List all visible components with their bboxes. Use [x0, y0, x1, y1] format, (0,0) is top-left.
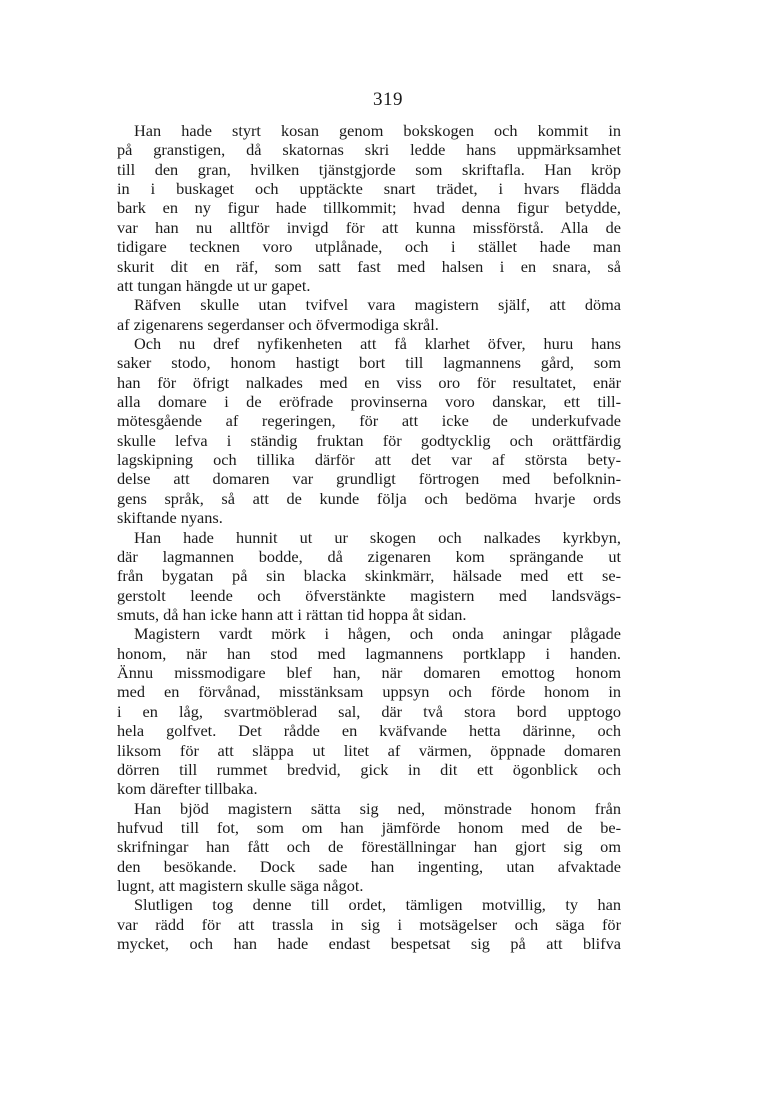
text-line: Räfven skulle utan tvifvel vara magistern själf, att döma — [134, 295, 621, 315]
text-line: bark en ny figur hade tillkommit; hvad denna figur betydde, — [117, 198, 621, 218]
text-line: saker stodo, honom hastigt bort till lagmannens gård, som — [117, 353, 621, 373]
text-line: dörren till rummet bredvid, gick in dit ett ögonblick och — [117, 759, 621, 779]
text-line: alla domare i de eröfrade provinserna voro danskar, ett till- — [117, 392, 621, 412]
text-line: från bygatan på sin blacka skinkmärr, hälsade med ett se- — [117, 566, 621, 586]
text-line: Och nu dref nyfikenheten att få klarhet öfver, huru hans — [134, 333, 621, 353]
text-line: hufvud till fot, som om han jämförde honom med de be- — [117, 817, 621, 837]
text-line: smuts, då han icke hann att i rättan tid hoppa åt sidan. — [117, 604, 467, 624]
text-line: till den gran, hvilken tjänstgjorde som skriftafla. Han kröp — [117, 159, 621, 179]
text-line: skurit dit en räf, som satt fast med halsen i en snara, så — [117, 256, 621, 276]
text-line: gens språk, så att de kunde följa och bedöma hvarje ords — [117, 488, 621, 508]
text-line: liksom för att släppa ut litet af värmen, öppnade domaren — [117, 740, 621, 760]
text-line: in i buskaget och upptäckte snart trädet, i hvars flädda — [117, 179, 621, 199]
text-line: skrifningar han fått och de föreställningar han gjort sig om — [117, 837, 621, 857]
text-line: honom, när han stod med lagmannens portklapp i handen. — [117, 643, 621, 663]
text-line: Han bjöd magistern sätta sig ned, mönstrade honom från — [134, 798, 621, 818]
text-line: lugnt, att magistern skulle säga något. — [117, 876, 364, 896]
text-line: i en låg, svartmöblerad sal, där två stora bord upptogo — [117, 701, 621, 721]
text-line: Slutligen tog denne till ordet, tämligen motvillig, ty han — [134, 895, 621, 915]
text-line: lagskipning och tillika därför att det var af största bety- — [117, 450, 621, 470]
body-text — [117, 121, 621, 953]
text-line: Han hade styrt kosan genom bokskogen och kommit in — [134, 121, 621, 140]
text-line: var han nu alltför invigd för att kunna missförstå. Alla de — [117, 217, 621, 237]
text-line: skiftande nyans. — [117, 508, 223, 528]
text-line: Han hade hunnit ut ur skogen och nalkades kyrkbyn, — [134, 527, 621, 547]
text-line: skulle lefva i ständig fruktan för godtycklig och orättfärdig — [117, 430, 621, 450]
text-line: Ännu missmodigare blef han, när domaren emottog honom — [117, 663, 621, 683]
page-number: 319 — [373, 89, 403, 110]
text-line: mötesgående af regeringen, för att icke de underkufvade — [117, 411, 621, 431]
text-line: delse att domaren var grundligt förtrogen med befolknin- — [117, 469, 621, 489]
text-line: var rädd för att trassla in sig i motsägelser och säga för — [117, 914, 621, 934]
text-line: gerstolt leende och öfverstänkte magistern med landsvägs- — [117, 585, 621, 605]
text-line: af zigenarens segerdanser och öfvermodiga skrål. — [117, 314, 439, 334]
text-line: Magistern vardt mörk i hågen, och onda aningar plågade — [134, 624, 621, 644]
text-line: att tungan hängde ut ur gapet. — [117, 275, 311, 295]
text-line: på granstigen, då skatornas skri ledde hans uppmärksamhet — [117, 140, 621, 160]
text-line: han för öfrigt nalkades med en viss oro för resultatet, enär — [117, 372, 621, 392]
text-line: med en förvånad, misstänksam uppsyn och förde honom in — [117, 682, 621, 702]
text-line: mycket, och han hade endast bespetsat sig på att blifva — [117, 934, 621, 954]
text-line: kom därefter tillbaka. — [117, 779, 258, 799]
text-line: den besökande. Dock sade han ingenting, utan afvaktade — [117, 856, 621, 876]
text-line: tidigare tecknen voro utplånade, och i stället hade man — [117, 237, 621, 257]
text-line: där lagmannen bodde, då zigenaren kom sprängande ut — [117, 546, 621, 566]
text-line: hela golfvet. Det rådde en kväfvande hetta därinne, och — [117, 721, 621, 741]
